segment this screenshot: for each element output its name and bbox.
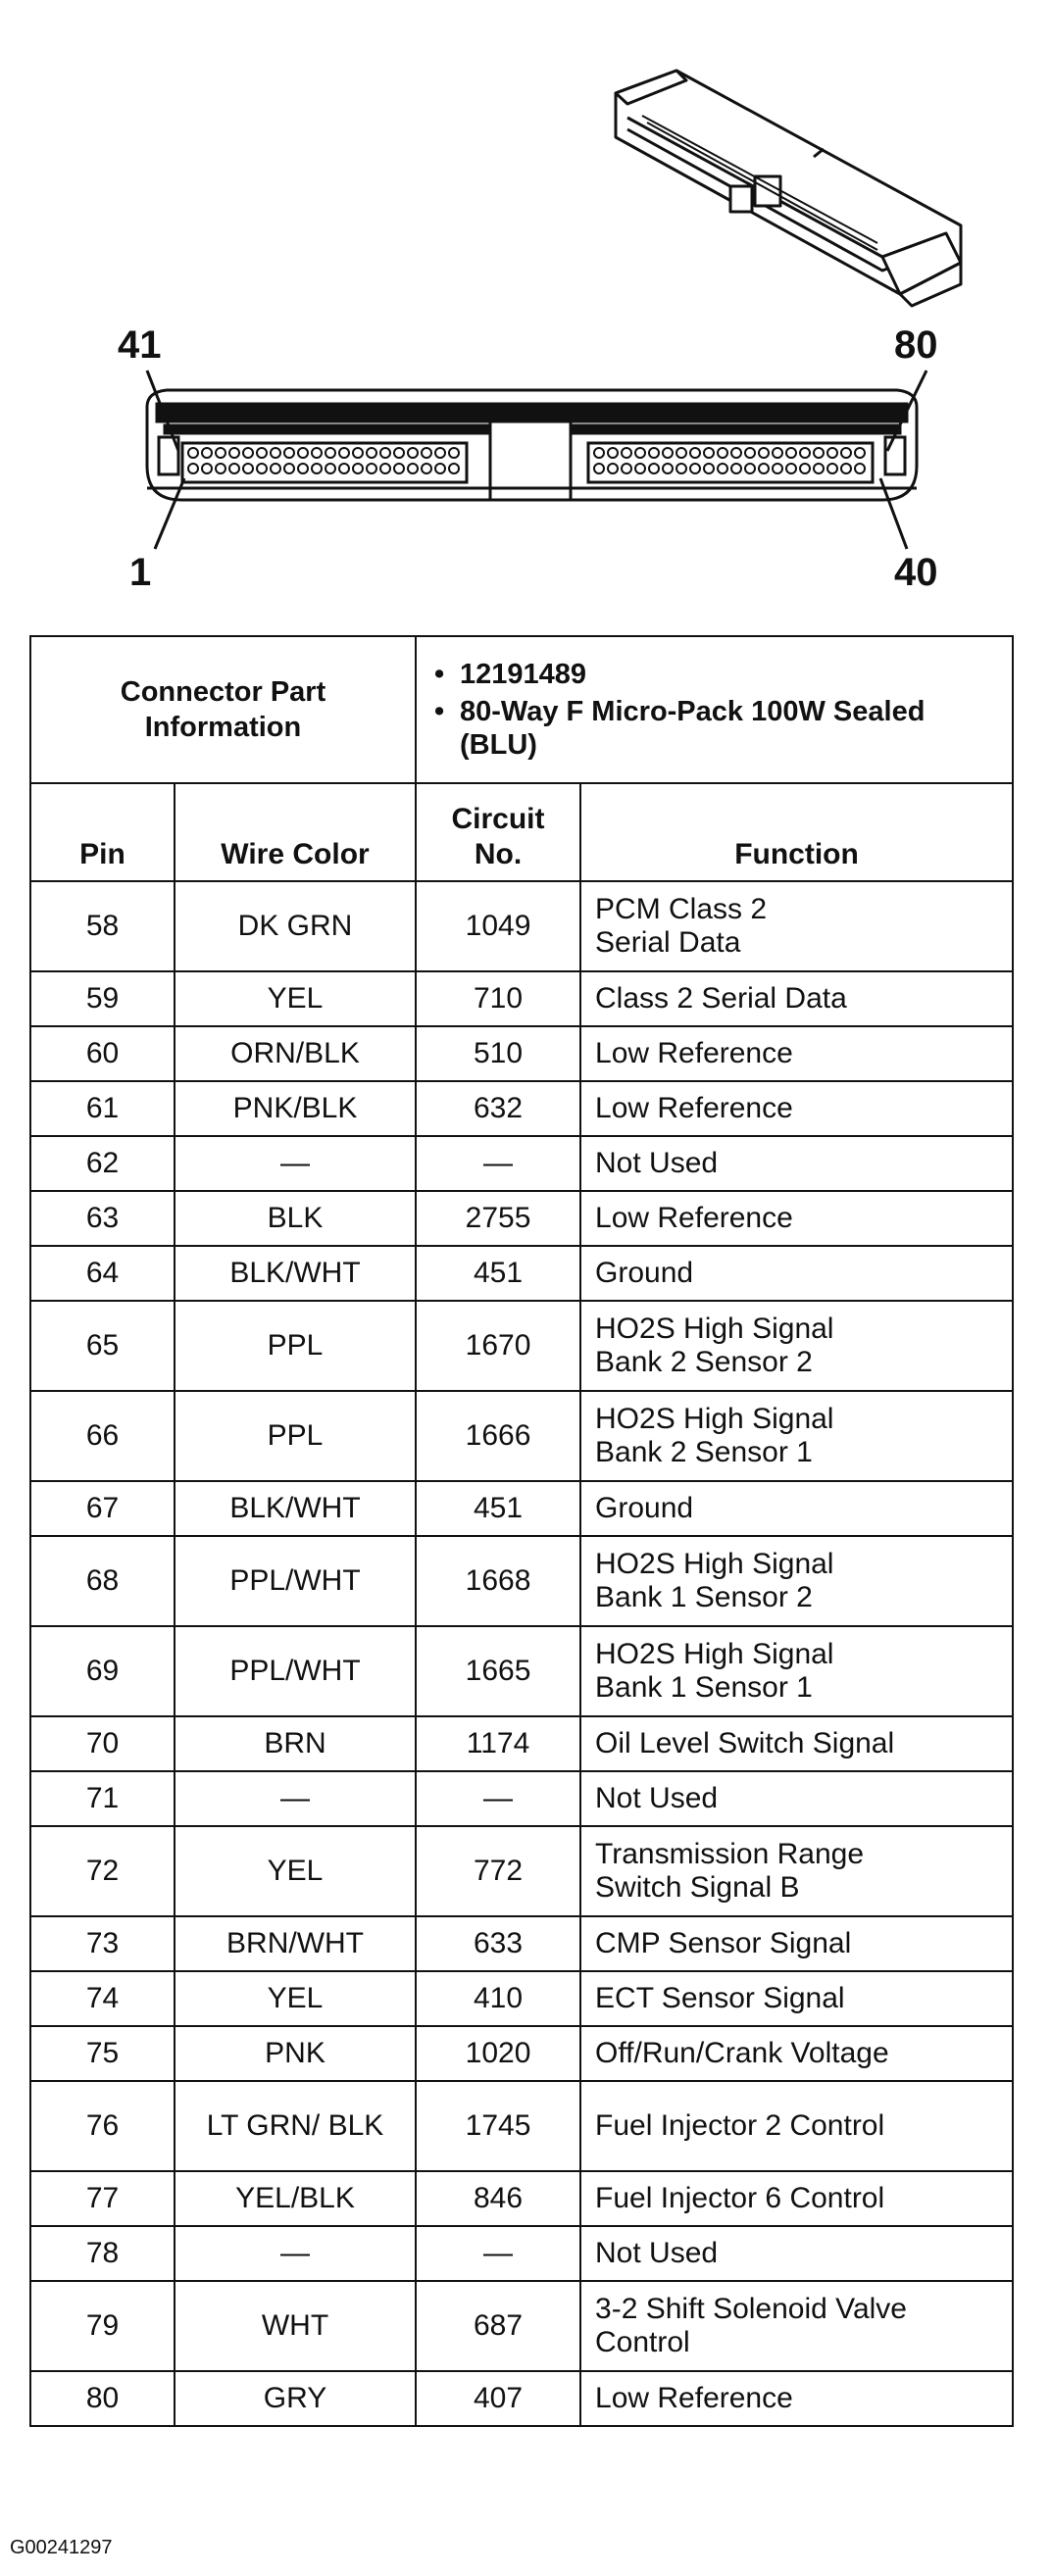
function-line: Off/Run/Crank Voltage [595, 2037, 889, 2069]
cell-function [580, 1081, 1013, 1136]
table-row [30, 2281, 1013, 2371]
cell-pin: 73 [30, 1916, 175, 1971]
cell-pin: 79 [30, 2281, 175, 2371]
cell-function [580, 1536, 1013, 1626]
table-row [30, 1916, 1013, 1971]
cell-pin: 63 [30, 1191, 175, 1246]
cell-wire-color: — [175, 1771, 416, 1826]
pin-dot [814, 464, 824, 473]
header-circuit-no: Circuit No. [416, 783, 580, 881]
function-line: Low Reference [595, 1037, 793, 1069]
cell-pin: 62 [30, 1136, 175, 1191]
pin-dot [773, 448, 782, 458]
pin-dot [243, 448, 253, 458]
pin-dot [663, 464, 673, 473]
cell-circuit-no: 1745 [416, 2081, 580, 2171]
function-line: Fuel Injector 2 Control [595, 2109, 885, 2142]
cell-function [580, 2026, 1013, 2081]
pin-dot [257, 448, 267, 458]
cell-circuit-no: 687 [416, 2281, 580, 2371]
function-line: Switch Signal B [595, 1871, 800, 1904]
cell-function [580, 1771, 1013, 1826]
cell-wire-color: PPL [175, 1391, 416, 1481]
pin-dot [635, 448, 645, 458]
pin-dot [745, 448, 755, 458]
pin-dot [380, 448, 390, 458]
cell-pin: 59 [30, 971, 175, 1026]
cell-wire-color: PPL [175, 1301, 416, 1391]
pin-dot [202, 448, 212, 458]
cell-circuit-no: — [416, 1136, 580, 1191]
function-line: CMP Sensor Signal [595, 1927, 852, 1959]
part-info-details [416, 636, 1013, 783]
function-line: Ground [595, 1257, 694, 1289]
cell-wire-color: BLK/WHT [175, 1246, 416, 1301]
cell-pin: 58 [30, 881, 175, 971]
cell-wire-color: BLK/WHT [175, 1481, 416, 1536]
connector-diagram [0, 0, 1051, 608]
pin-dot [257, 464, 267, 473]
cell-wire-color: PNK/BLK [175, 1081, 416, 1136]
cell-circuit-no: 772 [416, 1826, 580, 1916]
cell-pin: 61 [30, 1081, 175, 1136]
cell-circuit-no: — [416, 2226, 580, 2281]
part-description: • 80-Way F Micro-Pack 100W Sealed (BLU) [430, 695, 998, 762]
cell-circuit-no: 1174 [416, 1716, 580, 1771]
table-row [30, 1481, 1013, 1536]
pin-dot [759, 448, 769, 458]
pin-dot [841, 448, 851, 458]
table-row [30, 1626, 1013, 1716]
part-info-row [30, 636, 1013, 783]
cell-circuit-no: 451 [416, 1246, 580, 1301]
function-line: Bank 2 Sensor 1 [595, 1436, 813, 1468]
pin-dot [800, 464, 810, 473]
pin-dot [608, 448, 618, 458]
pin-dot [188, 448, 198, 458]
pin-dot [271, 464, 280, 473]
pin-dot [814, 448, 824, 458]
function-line: Low Reference [595, 2382, 793, 2414]
pin-label-80: 80 [894, 323, 938, 367]
cell-pin: 71 [30, 1771, 175, 1826]
cell-pin: 69 [30, 1626, 175, 1716]
cell-function [580, 1716, 1013, 1771]
pin-dot [827, 464, 837, 473]
cell-circuit-no: 407 [416, 2371, 580, 2426]
pin-dot [449, 448, 459, 458]
cell-function [580, 1191, 1013, 1246]
cell-wire-color: PPL/WHT [175, 1626, 416, 1716]
pin-dot [435, 448, 445, 458]
pin-dot [408, 448, 418, 458]
cell-wire-color: BLK [175, 1191, 416, 1246]
table-row [30, 1191, 1013, 1246]
function-line: Bank 1 Sensor 1 [595, 1671, 813, 1704]
function-line: HO2S High Signal [595, 1313, 834, 1345]
pin-dot [422, 464, 431, 473]
cell-function [580, 1826, 1013, 1916]
pin-dot [216, 464, 225, 473]
cell-circuit-no: 1670 [416, 1301, 580, 1391]
cell-circuit-no: 1668 [416, 1536, 580, 1626]
function-line: Oil Level Switch Signal [595, 1727, 895, 1759]
cell-circuit-no: 451 [416, 1481, 580, 1536]
pin-dot [622, 464, 631, 473]
cell-function [580, 1916, 1013, 1971]
pin-dot [435, 464, 445, 473]
table-row [30, 1246, 1013, 1301]
pin-dot [594, 464, 604, 473]
table-row [30, 2226, 1013, 2281]
pin-dot [229, 464, 239, 473]
cell-wire-color: YEL [175, 1826, 416, 1916]
function-line: Bank 1 Sensor 2 [595, 1581, 813, 1613]
cell-pin: 64 [30, 1246, 175, 1301]
cell-circuit-no: 633 [416, 1916, 580, 1971]
pin-dot [800, 448, 810, 458]
cell-circuit-no: 1020 [416, 2026, 580, 2081]
cell-function [580, 1301, 1013, 1391]
pin-dot [312, 464, 322, 473]
pin-dot [298, 448, 308, 458]
cell-pin: 72 [30, 1826, 175, 1916]
pin-dot [271, 448, 280, 458]
cell-pin: 66 [30, 1391, 175, 1481]
function-line: Not Used [595, 1147, 719, 1179]
table-body [30, 881, 1013, 2426]
cell-pin: 74 [30, 1971, 175, 2026]
table-row [30, 1081, 1013, 1136]
pin-dot [718, 464, 727, 473]
function-line: Fuel Injector 6 Control [595, 2182, 885, 2214]
cell-pin: 70 [30, 1716, 175, 1771]
part-info-label: Connector Part Information [30, 636, 416, 783]
pin-dot [649, 464, 659, 473]
cell-function [580, 2081, 1013, 2171]
table-row [30, 881, 1013, 971]
cell-function [580, 1246, 1013, 1301]
table-row [30, 1391, 1013, 1481]
cell-wire-color: — [175, 1136, 416, 1191]
cell-wire-color: BRN/WHT [175, 1916, 416, 1971]
pin-dot [229, 448, 239, 458]
pin-dot [422, 448, 431, 458]
function-line: Serial Data [595, 926, 741, 959]
cell-pin: 80 [30, 2371, 175, 2426]
function-line: 3-2 Shift Solenoid Valve [595, 2293, 907, 2325]
table-row [30, 2371, 1013, 2426]
cell-function [580, 2281, 1013, 2371]
connector-table [29, 635, 1014, 2427]
pin-dot [690, 448, 700, 458]
function-line: Control [595, 2326, 690, 2358]
table-row [30, 1971, 1013, 2026]
header-pin: Pin [30, 783, 175, 881]
function-line: HO2S High Signal [595, 1548, 834, 1580]
function-line: Not Used [595, 2237, 719, 2269]
cell-function [580, 2371, 1013, 2426]
cell-wire-color: PPL/WHT [175, 1536, 416, 1626]
pin-dot [704, 464, 714, 473]
pin-dot [325, 448, 335, 458]
pin-dot [243, 464, 253, 473]
cell-pin: 77 [30, 2171, 175, 2226]
function-line: Class 2 Serial Data [595, 982, 847, 1015]
pin-dot [339, 464, 349, 473]
cell-pin: 76 [30, 2081, 175, 2171]
cell-circuit-no: 1049 [416, 881, 580, 971]
cell-wire-color: ORN/BLK [175, 1026, 416, 1081]
cell-pin: 78 [30, 2226, 175, 2281]
cell-function [580, 1026, 1013, 1081]
cell-function [580, 1136, 1013, 1191]
function-line: HO2S High Signal [595, 1403, 834, 1435]
pin-dot [855, 448, 865, 458]
cell-function [580, 1971, 1013, 2026]
pin-dot [353, 464, 363, 473]
header-wire-color: Wire Color [175, 783, 416, 881]
cell-pin: 60 [30, 1026, 175, 1081]
pin-label-41: 41 [118, 323, 162, 367]
pin-dot [663, 448, 673, 458]
cell-circuit-no: 846 [416, 2171, 580, 2226]
cell-pin: 68 [30, 1536, 175, 1626]
table-row [30, 1716, 1013, 1771]
function-line: Transmission Range [595, 1838, 865, 1870]
pin-dot [786, 448, 796, 458]
pin-dot [594, 448, 604, 458]
pin-dot [855, 464, 865, 473]
pin-dot [408, 464, 418, 473]
pin-dot [704, 448, 714, 458]
pin-dot [841, 464, 851, 473]
pin-dot [676, 448, 686, 458]
table-row [30, 1536, 1013, 1626]
pin-dot [367, 464, 376, 473]
cell-circuit-no: 410 [416, 1971, 580, 2026]
pin-dot [325, 464, 335, 473]
pin-dot [718, 448, 727, 458]
cell-wire-color: YEL [175, 1971, 416, 2026]
cell-circuit-no: — [416, 1771, 580, 1826]
pin-dot [216, 448, 225, 458]
function-line: Low Reference [595, 1092, 793, 1124]
table-row [30, 2026, 1013, 2081]
table-row [30, 1026, 1013, 1081]
pin-label-40: 40 [894, 551, 938, 594]
table-row [30, 1301, 1013, 1391]
pin-dot [773, 464, 782, 473]
table-row [30, 1771, 1013, 1826]
pin-dot [690, 464, 700, 473]
part-number: • 12191489 [430, 658, 998, 691]
header-function: Function [580, 783, 1013, 881]
cell-circuit-no: 710 [416, 971, 580, 1026]
table-row [30, 1826, 1013, 1916]
cell-circuit-no: 2755 [416, 1191, 580, 1246]
pin-dot [827, 448, 837, 458]
function-line: Low Reference [595, 1202, 793, 1234]
function-line: Bank 2 Sensor 2 [595, 1346, 813, 1378]
cell-function [580, 2171, 1013, 2226]
cell-wire-color: BRN [175, 1716, 416, 1771]
cell-circuit-no: 1665 [416, 1626, 580, 1716]
pin-dot [394, 448, 404, 458]
cell-wire-color: — [175, 2226, 416, 2281]
table-row [30, 971, 1013, 1026]
pin-dot [635, 464, 645, 473]
pin-dot [731, 464, 741, 473]
cell-wire-color: DK GRN [175, 881, 416, 971]
figure-code: G00241297 [10, 2537, 113, 2558]
pin-label-1: 1 [129, 551, 152, 594]
pin-dot [312, 448, 322, 458]
table-row [30, 2171, 1013, 2226]
cell-pin: 65 [30, 1301, 175, 1391]
cell-wire-color: PNK [175, 2026, 416, 2081]
pin-dot [449, 464, 459, 473]
connector-3d-icon [0, 0, 1051, 608]
pin-dot [367, 448, 376, 458]
cell-pin: 67 [30, 1481, 175, 1536]
cell-function [580, 1391, 1013, 1481]
pin-dot [608, 464, 618, 473]
pin-dot [202, 464, 212, 473]
pin-dot [731, 448, 741, 458]
pin-dot [676, 464, 686, 473]
cell-function [580, 881, 1013, 971]
table-row [30, 2081, 1013, 2171]
cell-wire-color: WHT [175, 2281, 416, 2371]
pin-dot [394, 464, 404, 473]
pin-dot [284, 448, 294, 458]
table-row [30, 1136, 1013, 1191]
cell-function [580, 1626, 1013, 1716]
pin-dot [380, 464, 390, 473]
cell-function [580, 2226, 1013, 2281]
pin-dot [786, 464, 796, 473]
cell-wire-color: YEL/BLK [175, 2171, 416, 2226]
function-line: Ground [595, 1492, 694, 1524]
cell-function [580, 971, 1013, 1026]
pin-dot [759, 464, 769, 473]
pin-dot [188, 464, 198, 473]
function-line: ECT Sensor Signal [595, 1982, 845, 2014]
pin-dot [622, 448, 631, 458]
pin-dot [353, 448, 363, 458]
cell-circuit-no: 1666 [416, 1391, 580, 1481]
cell-circuit-no: 632 [416, 1081, 580, 1136]
header-row [30, 783, 1013, 881]
pin-dot [284, 464, 294, 473]
cell-wire-color: YEL [175, 971, 416, 1026]
cell-wire-color: LT GRN/ BLK [175, 2081, 416, 2171]
function-line: Not Used [595, 1782, 719, 1814]
cell-function [580, 1481, 1013, 1536]
pin-dot [649, 448, 659, 458]
function-line: PCM Class 2 [595, 893, 768, 925]
cell-wire-color: GRY [175, 2371, 416, 2426]
cell-pin: 75 [30, 2026, 175, 2081]
cell-circuit-no: 510 [416, 1026, 580, 1081]
function-line: HO2S High Signal [595, 1638, 834, 1670]
pin-dot [298, 464, 308, 473]
pin-dot [339, 448, 349, 458]
pin-dot [745, 464, 755, 473]
